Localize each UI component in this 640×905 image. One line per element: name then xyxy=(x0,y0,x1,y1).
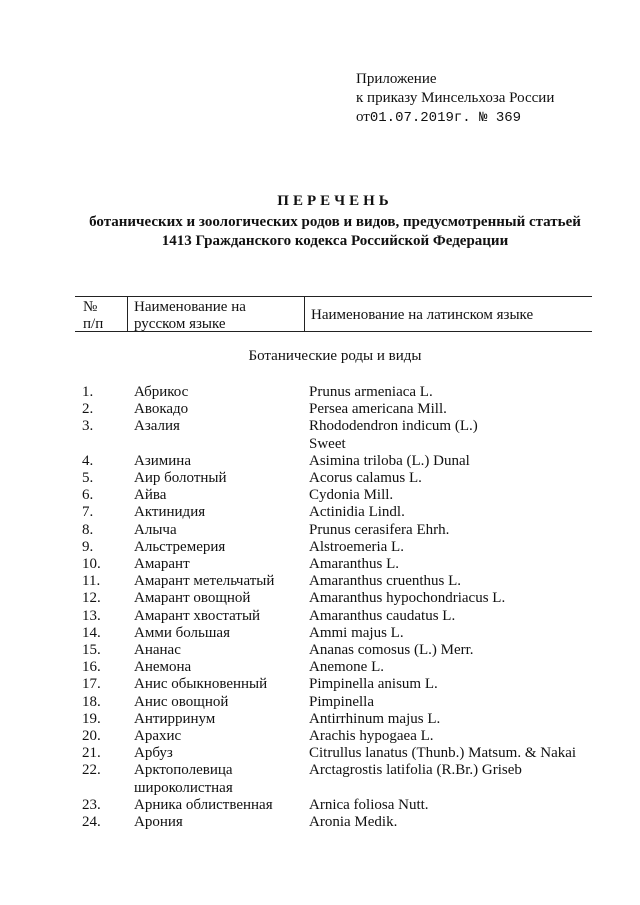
row-russian-name xyxy=(134,522,309,539)
row-number-text: 6. xyxy=(82,487,94,504)
table-header xyxy=(75,296,592,332)
row-latin-name xyxy=(309,487,640,504)
row-russian-name-text: Арктополевица xyxy=(134,762,233,779)
row-russian-name xyxy=(134,711,309,728)
row-number-text: 11. xyxy=(82,573,101,590)
row-number-text: 9. xyxy=(82,538,94,555)
table-row xyxy=(82,676,640,693)
row-latin-name-text: Amaranthus hypochondriacus L. xyxy=(309,590,506,607)
table-row xyxy=(82,590,640,607)
row-number xyxy=(82,556,134,573)
row-russian-name xyxy=(134,659,309,676)
row-latin-name xyxy=(309,590,640,607)
table-row xyxy=(82,522,640,539)
row-russian-name-text: Амарант овощной xyxy=(134,590,251,607)
row-number xyxy=(82,539,134,556)
row-latin-name-text: Ammi majus L. xyxy=(309,624,404,641)
row-latin-name-text: Anemone L. xyxy=(309,659,384,676)
row-russian-name xyxy=(134,728,309,745)
table-row xyxy=(82,487,640,504)
table-row xyxy=(82,711,640,728)
row-number-text: 1. xyxy=(82,384,94,400)
table-row xyxy=(82,539,640,556)
row-russian-name xyxy=(134,762,309,796)
row-number xyxy=(82,642,134,659)
row-number xyxy=(82,401,134,418)
row-number xyxy=(82,728,134,745)
row-russian-name xyxy=(134,676,309,693)
row-latin-name xyxy=(309,625,640,642)
row-number xyxy=(82,522,134,539)
table-row xyxy=(82,625,640,642)
row-number xyxy=(82,676,134,693)
row-russian-name-text: Алыча xyxy=(134,521,177,538)
appendix-block xyxy=(356,70,554,128)
row-number-text: 22. xyxy=(82,762,101,779)
table-row xyxy=(82,608,640,625)
row-latin-name-text: Prunus cerasifera Ehrh. xyxy=(309,521,450,538)
table-row xyxy=(82,384,640,401)
row-latin-name-text: Cydonia Mill. xyxy=(309,487,394,504)
row-russian-name-text: Амарант хвостатый xyxy=(134,607,261,624)
row-number xyxy=(82,487,134,504)
row-russian-name-text: Анемона xyxy=(134,659,192,676)
row-russian-name-text: Ананас xyxy=(134,642,181,659)
table-row xyxy=(82,453,640,470)
row-latin-name-text: Pimpinella xyxy=(309,693,374,710)
row-latin-name-text: Amaranthus L. xyxy=(309,556,399,573)
header-russian-name-cell xyxy=(127,297,305,331)
row-number-text: 14. xyxy=(82,624,101,641)
row-russian-name-text: Арахис xyxy=(134,728,182,745)
appendix-order-date-line xyxy=(356,108,554,128)
table-row xyxy=(82,556,640,573)
row-latin-name xyxy=(309,676,640,693)
row-number xyxy=(82,694,134,711)
row-latin-name xyxy=(309,711,640,728)
table-row xyxy=(82,762,640,796)
appendix-date-number: 01.07.2019г. № 369 xyxy=(369,110,522,126)
row-number-text: 10. xyxy=(82,556,101,573)
row-number-text: 24. xyxy=(82,814,101,831)
row-number-text: 7. xyxy=(82,504,94,521)
row-number xyxy=(82,384,134,401)
row-russian-name-text: Альстремерия xyxy=(134,538,226,555)
row-number-text: 18. xyxy=(82,693,101,710)
row-russian-name xyxy=(134,401,309,418)
row-latin-name xyxy=(309,556,640,573)
title-line-2: 1413 Гражданского кодекса Российской Федерации xyxy=(161,233,509,249)
row-russian-name xyxy=(134,453,309,470)
row-number xyxy=(82,590,134,607)
appendix-date-prefix: от xyxy=(356,109,370,125)
row-latin-name xyxy=(309,659,640,676)
row-number-text: 3. xyxy=(82,418,94,435)
row-russian-name xyxy=(134,590,309,607)
row-latin-name xyxy=(309,401,640,418)
row-number xyxy=(82,470,134,487)
row-russian-name xyxy=(134,573,309,590)
row-latin-name-text: Rhododendron indicum (L.) xyxy=(309,418,478,435)
row-latin-name xyxy=(309,504,640,521)
row-russian-name-text: Амарант xyxy=(134,556,190,573)
row-russian-name xyxy=(134,487,309,504)
row-latin-name xyxy=(309,797,640,814)
row-latin-name-text: Arachis hypogaea L. xyxy=(309,728,434,745)
row-number xyxy=(82,573,134,590)
row-number xyxy=(82,814,134,831)
row-latin-name-text: Alstroemeria L. xyxy=(309,538,404,555)
row-number-text: 12. xyxy=(82,590,101,607)
header-latin-label: Наименование на латинском языке xyxy=(311,306,534,323)
row-latin-name-text: Acorus calamus L. xyxy=(309,470,422,487)
appendix-label: Приложение xyxy=(356,71,437,87)
row-latin-name-text: Antirrhinum majus L. xyxy=(309,710,441,727)
row-number-text: 23. xyxy=(82,796,101,813)
row-number-text: 13. xyxy=(82,607,101,624)
section-title: Ботанические роды и виды xyxy=(248,348,422,364)
row-latin-name-text: Arctagrostis latifolia (R.Br.) Griseb xyxy=(309,762,522,779)
row-russian-name xyxy=(134,470,309,487)
row-russian-name xyxy=(134,745,309,762)
row-number xyxy=(82,418,134,452)
row-latin-name-text: Pimpinella anisum L. xyxy=(309,676,438,693)
row-russian-name-text: Актинидия xyxy=(134,504,206,521)
row-russian-name-text: Амарант метельчатый xyxy=(134,573,275,590)
row-number xyxy=(82,797,134,814)
row-number-text: 17. xyxy=(82,676,101,693)
row-russian-name-text: Антирринум xyxy=(134,710,216,727)
row-russian-name xyxy=(134,694,309,711)
row-russian-name-text: Авокадо xyxy=(134,401,189,418)
table-row xyxy=(82,418,640,452)
row-number xyxy=(82,625,134,642)
row-russian-name-text: Абрикос xyxy=(134,384,189,400)
row-number-text: 19. xyxy=(82,710,101,727)
table-row xyxy=(82,470,640,487)
row-number xyxy=(82,762,134,796)
row-latin-name-text: Amaranthus cruenthus L. xyxy=(309,573,462,590)
row-latin-name-text: Persea americana Mill. xyxy=(309,401,447,418)
row-russian-name-text: Арника облиственная xyxy=(134,796,273,813)
row-latin-name-text: Amaranthus caudatus L. xyxy=(309,607,456,624)
row-number xyxy=(82,745,134,762)
row-latin-name xyxy=(309,728,640,745)
row-russian-name xyxy=(134,608,309,625)
row-russian-name xyxy=(134,814,309,831)
row-russian-name xyxy=(134,625,309,642)
row-latin-name xyxy=(309,539,640,556)
row-russian-name-text: Амми большая xyxy=(134,624,230,641)
row-latin-name xyxy=(309,384,640,401)
row-number xyxy=(82,504,134,521)
row-russian-name-text: широколистная xyxy=(134,779,233,796)
row-latin-name-text: Asimina triloba (L.) Dunal xyxy=(309,452,470,469)
row-number-text: 21. xyxy=(82,745,101,762)
row-russian-name xyxy=(134,539,309,556)
row-latin-name xyxy=(309,694,640,711)
table-row xyxy=(82,797,640,814)
species-list xyxy=(82,384,640,831)
header-number-line-1: № xyxy=(83,299,98,315)
table-row xyxy=(82,504,640,521)
row-number-text: 5. xyxy=(82,470,94,487)
row-russian-name-text: Арбуз xyxy=(134,745,173,762)
table-row xyxy=(82,573,640,590)
row-number-text: 8. xyxy=(82,521,94,538)
header-number-cell xyxy=(75,297,127,331)
row-russian-name-text: Азалия xyxy=(134,418,180,435)
row-latin-name-text: Ananas comosus (L.) Merr. xyxy=(309,642,474,659)
row-number xyxy=(82,711,134,728)
row-latin-name xyxy=(309,573,640,590)
row-number-text: 2. xyxy=(82,401,94,418)
row-latin-name xyxy=(309,814,640,831)
row-latin-name-text: Arnica foliosa Nutt. xyxy=(309,796,429,813)
row-russian-name-text: Аир болотный xyxy=(134,470,227,487)
row-number-text: 4. xyxy=(82,452,94,469)
row-number-text: 20. xyxy=(82,728,101,745)
row-latin-name xyxy=(309,418,640,452)
row-russian-name xyxy=(134,384,309,401)
table-row xyxy=(82,642,640,659)
row-number xyxy=(82,608,134,625)
document-title xyxy=(40,192,630,251)
row-russian-name-text: Анис обыкновенный xyxy=(134,676,268,693)
title-line-1: ботанических и зоологических родов и видов, предусмотренный статьей xyxy=(89,214,581,230)
row-russian-name-text: Азимина xyxy=(134,452,191,469)
row-latin-name-text: Aronia Medik. xyxy=(309,814,398,831)
table-row xyxy=(82,728,640,745)
row-latin-name-text: Citrullus lanatus (Thunb.) Matsum. & Nakai xyxy=(309,745,577,762)
row-latin-name xyxy=(309,453,640,470)
row-number xyxy=(82,659,134,676)
row-russian-name-text: Анис овощной xyxy=(134,693,229,710)
row-latin-name xyxy=(309,762,640,796)
header-russian-line-1: Наименование на xyxy=(134,299,246,315)
table-row xyxy=(82,659,640,676)
appendix-order-reference: к приказу Минсельхоза России xyxy=(356,90,555,106)
row-number-text: 16. xyxy=(82,659,101,676)
header-number-line-2: п/п xyxy=(83,316,104,332)
header-russian-line-2: русском языке xyxy=(134,316,226,332)
row-russian-name xyxy=(134,797,309,814)
row-russian-name-text: Арония xyxy=(134,814,183,831)
table-row xyxy=(82,745,640,762)
row-russian-name xyxy=(134,556,309,573)
row-russian-name xyxy=(134,418,309,452)
row-russian-name xyxy=(134,504,309,521)
row-number xyxy=(82,453,134,470)
row-number-text: 15. xyxy=(82,642,101,659)
title-main: ПЕРЕЧЕНЬ xyxy=(277,193,393,209)
row-latin-name xyxy=(309,608,640,625)
table-row xyxy=(82,401,640,418)
row-latin-name-text: Actinidia Lindl. xyxy=(309,504,405,521)
row-latin-name-text: Sweet xyxy=(309,435,346,452)
row-russian-name-text: Айва xyxy=(134,487,167,504)
row-latin-name xyxy=(309,470,640,487)
row-latin-name xyxy=(309,642,640,659)
header-latin-name-cell xyxy=(305,297,592,331)
table-row xyxy=(82,694,640,711)
row-latin-name-text: Prunus armeniaca L. xyxy=(309,384,433,400)
row-russian-name xyxy=(134,642,309,659)
row-latin-name xyxy=(309,522,640,539)
table-row xyxy=(82,814,640,831)
row-latin-name xyxy=(309,745,640,762)
